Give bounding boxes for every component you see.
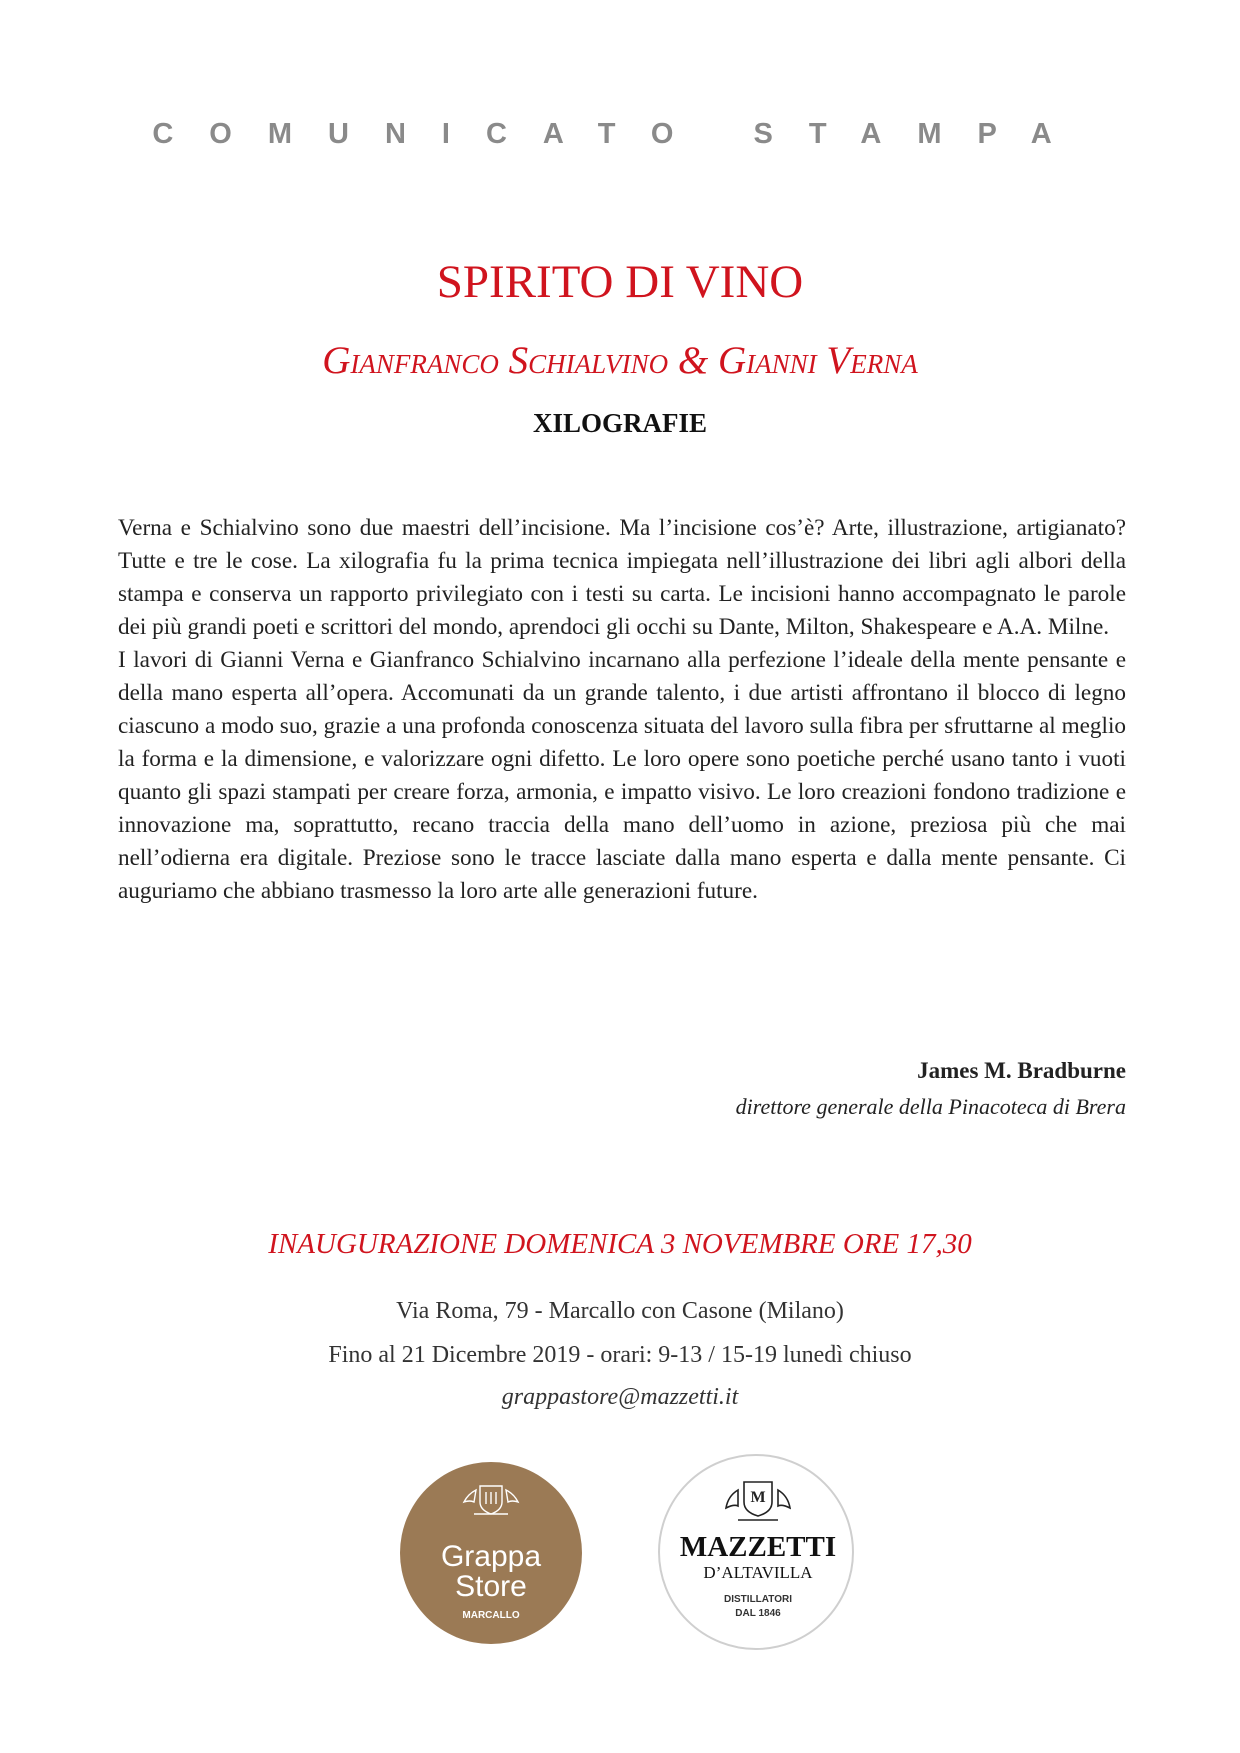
mazzetti-emblem [660,1456,856,1652]
event-address: Via Roma, 79 - Marcallo con Casone (Milano) [396,1298,844,1324]
store-word: Store [455,1570,527,1603]
mazzetti-word: MAZZETTI [679,1531,837,1563]
signature-name: James M. Bradburne [917,1058,1126,1083]
contact-email[interactable]: grappastore@mazzetti.it [501,1384,739,1410]
event-dates: Fino al 21 Dicembre 2019 - orari: 9-13 / 15-19 lunedì chiuso [328,1342,912,1368]
crest-icon [464,1486,518,1514]
altavilla-word: D’ALTAVILLA [703,1563,813,1582]
inauguration-line: INAUGURAZIONE DOMENICA 3 NOVEMBRE ORE 17,30 [268,1228,972,1260]
body-paragraph-1: Verna e Schialvino sono due maestri dell’incisione. Ma l’incisione cos’è? Arte, illustrazione, artigianato? Tutte e tre le cose. La xilografia fu la prima tecnica impiegata nell’illustrazione dei libri agli albori della stampa e conserva un rapporto privilegiato con i testi su carta. Le incisioni hanno accompagnato le parole dei più grandi poeti e scrittori del mondo, aprendoci gli occhi su Dante, Milton, Shakespeare e A.A. Milne. [118,515,1126,640]
body-paragraph-2: I lavori di Gianni Verna e Gianfranco Schialvino incarnano alla perfezione l’ideale della mente pensante e della mano esperta all’opera. Accomunati da un grande talento, i due artisti affrontano il blocco di legno ciascuno a modo suo, grazie a una profonda conoscenza situata del lavoro sulla fibra per sfruttarne al meglio la forma e la dimensione, e valorizzare ogni difetto. Le loro opere sono poetiche perché usano tanto i vuoti quanto gli spazi stampati per creare forza, armonia, e impatto visivo. Le loro creazioni fondono tradizione e innovazione ma, soprattutto, recano traccia della mano dell’uomo in azione, preziosa più che mai nell’odierna era digitale. Preziose sono le tracce lasciate dalla mano esperta e dalla mente pensante. Ci auguriamo che abbiano trasmesso la loro arte alle generazioni future. [118,647,1126,904]
marcallo-word: MARCALLO [462,1610,520,1621]
signature-role: direttore generale della Pinacoteca di Brera [735,1094,1126,1119]
founded-year: DAL 1846 [735,1608,781,1619]
exhibition-subtitle: XILOGRAFIE [532,408,708,438]
document-kicker: COMUNICATO STAMPA [152,118,1088,150]
exhibition-title: SPIRITO DI VINO [436,256,804,308]
grappa-word: Grappa [440,1540,542,1573]
exhibition-authors: Gianfranco Schialvino & Gianni Verna [322,339,918,382]
grappa-store-emblem [400,1462,582,1644]
distillatori-word: DISTILLATORI [724,1594,792,1605]
mazzetti-logo [658,1454,854,1650]
crest-m-letter: M [750,1489,766,1506]
grappa-store-logo [400,1462,582,1644]
press-release-body [118,512,1126,908]
